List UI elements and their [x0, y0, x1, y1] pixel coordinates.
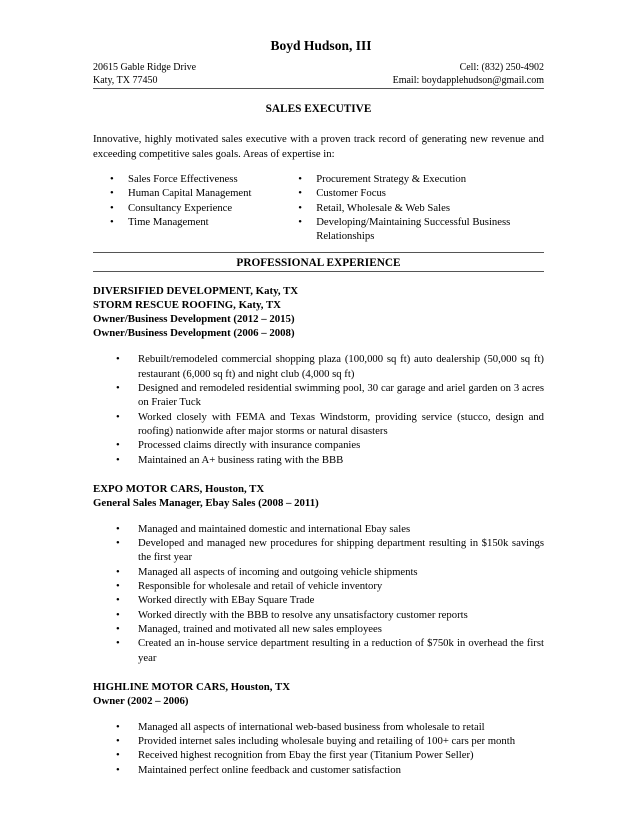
job-entry-diversified [93, 284, 544, 466]
job-role: Owner (2002 – 2006) [93, 694, 189, 707]
job-bullet: • Managed all aspects of incoming and outgoing vehicle shipments [116, 565, 544, 579]
job-role: Owner/Business Development (2012 – 2015) [93, 313, 295, 326]
job-bullets [93, 720, 544, 777]
job-role: Owner/Business Development (2006 – 2008) [93, 327, 295, 340]
job-bullet: • Worked closely with FEMA and Texas Windstorm, providing service (stucco, design and roofing) nationwide after major storms or natural disasters [116, 410, 544, 439]
job-bullet: • Worked directly with the BBB to resolve any unsatisfactory customer reports [116, 608, 544, 622]
job-bullets [93, 522, 544, 665]
job-bullet: • Processed claims directly with insurance companies [116, 438, 544, 452]
job-bullet: • Managed, trained and motivated all new sales employees [116, 622, 544, 636]
job-bullet: • Provided internet sales including wholesale buying and retailing of 100+ cars per month [116, 734, 544, 748]
email-address: Email: boydapplehudson@gmail.com [392, 75, 544, 86]
section-title-experience: PROFESSIONAL EXPERIENCE [93, 253, 544, 272]
job-bullets [93, 352, 544, 466]
skills-columns [93, 172, 544, 243]
skill-item: • Retail, Wholesale & Web Sales [298, 201, 544, 215]
contact-divider [93, 88, 544, 89]
job-entry-highline [93, 680, 544, 777]
skill-item: • Procurement Strategy & Execution [298, 172, 544, 186]
job-bullet: • Designed and remodeled residential swimming pool, 30 car garage and ariel garden on 3 acres on Fraier Tuck [116, 381, 544, 410]
job-bullet: • Rebuilt/remodeled commercial shopping plaza (100,000 sq ft) auto dealership (50,000 sq ft) restaurant (6,000 sq ft) and night club (4,000 sq ft) [116, 352, 544, 381]
skill-item: • Customer Focus [298, 186, 544, 200]
job-bullet: • Responsible for wholesale and retail of vehicle inventory [116, 579, 544, 593]
job-company: HIGHLINE MOTOR CARS, Houston, TX [93, 680, 290, 693]
job-bullet: • Received highest recognition from Ebay the first year (Titanium Power Seller) [116, 748, 544, 762]
job-bullet: • Managed all aspects of international web-based business from wholesale to retail [116, 720, 544, 734]
candidate-name: Boyd Hudson, III [270, 38, 372, 53]
skill-item: • Human Capital Management [110, 186, 298, 200]
job-bullet: • Worked directly with EBay Square Trade [116, 593, 544, 607]
skill-item: • Sales Force Effectiveness [110, 172, 298, 186]
contact-row-2 [93, 74, 544, 87]
skills-list-left [93, 172, 298, 243]
job-bullet: • Created an in-house service department resulting in a reduction of $750k in overhead the first year [116, 636, 544, 665]
skill-item: • Time Management [110, 215, 298, 229]
job-company: STORM RESCUE ROOFING, Katy, TX [93, 299, 281, 312]
job-entry-expo [93, 482, 544, 665]
contact-row-1 [93, 61, 544, 74]
skill-item: • Consultancy Experience [110, 201, 298, 215]
address-line-2: Katy, TX 77450 [93, 75, 158, 86]
phone-number: Cell: (832) 250-4902 [459, 62, 544, 73]
job-company: DIVERSIFIED DEVELOPMENT, Katy, TX [93, 285, 299, 298]
job-role: General Sales Manager, Ebay Sales (2008 – 2011) [93, 496, 319, 509]
job-bullet: • Maintained an A+ business rating with the BBB [116, 453, 544, 467]
job-company: EXPO MOTOR CARS, Houston, TX [93, 482, 265, 495]
summary-paragraph: Innovative, highly motivated sales executive with a proven track record of generating new revenue and exceeding competitive sales goals. Areas of expertise in: [93, 133, 544, 160]
job-bullet: • Maintained perfect online feedback and customer satisfaction [116, 763, 544, 777]
skills-list-right [298, 172, 544, 243]
job-bullet: • Developed and managed new procedures for shipping department resulting in $150k savings the first year [116, 536, 544, 565]
address-line-1: 20615 Gable Ridge Drive [93, 62, 197, 73]
job-bullet: • Managed and maintained domestic and international Ebay sales [116, 522, 544, 536]
job-title: SALES EXECUTIVE [265, 103, 372, 115]
skill-item: • Developing/Maintaining Successful Business Relationships [298, 215, 544, 244]
